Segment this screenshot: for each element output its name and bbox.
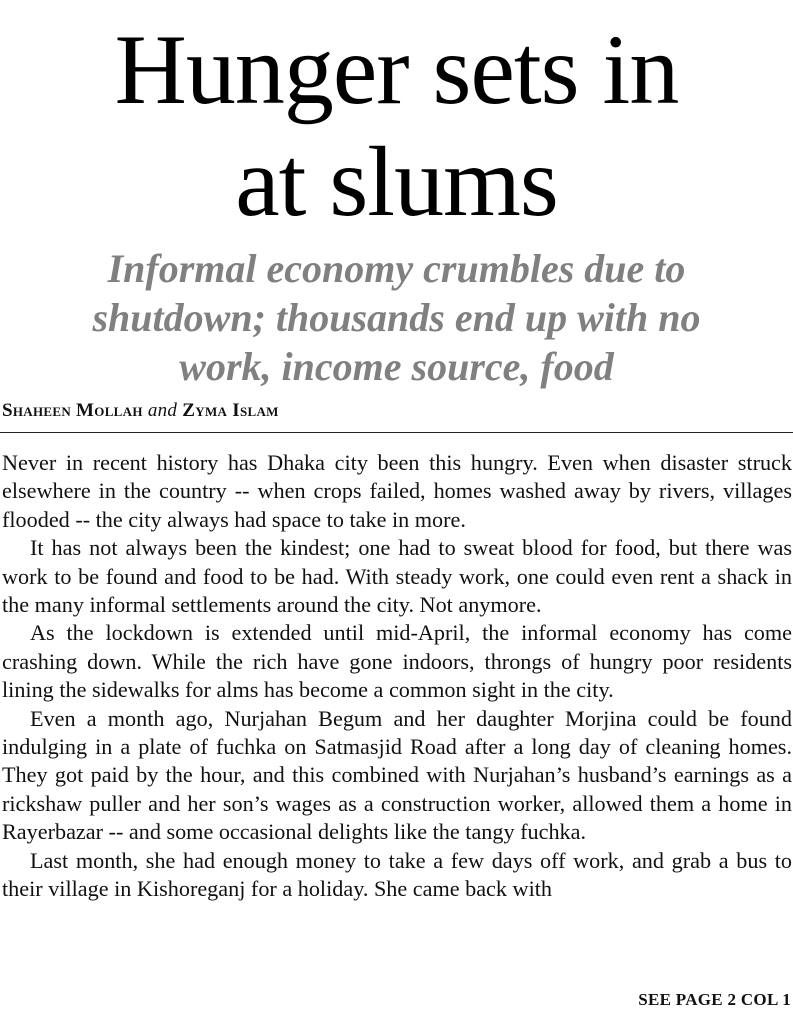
subhead-line-3: work, income source, food — [179, 344, 614, 389]
paragraph-2: It has not always been the kindest; one had to sweat blood for food, but there was work to be found and food to be had. With steady work, one could even rent a shack in the many informal settlements around the city. Not anymore. — [2, 535, 792, 618]
article-body — [2, 449, 792, 904]
author-1: Shaheen Mollah — [2, 400, 143, 421]
headline — [0, 14, 793, 238]
paragraph-5: Last month, she had enough money to take a few days off work, and grab a bus to their village in Kishoreganj for a holiday. She came back with — [2, 847, 792, 902]
headline-line-1: Hunger sets in — [114, 14, 679, 125]
paragraph-1: Never in recent history has Dhaka city been this hungry. Even when disaster struck elsewhere in the country -- when crops failed, homes washed away by rivers, villages flooded -- the city always had space to take in more. — [2, 450, 792, 532]
subheadline — [10, 244, 783, 391]
author-2: Zyma Islam — [182, 400, 279, 421]
subhead-line-2: shutdown; thousands end up with no — [92, 295, 701, 340]
byline — [2, 400, 279, 422]
paragraph-3: As the lockdown is extended until mid-April, the informal economy has come crashing down. While the rich have gone indoors, throngs of hungry poor residents lining the sidewalks for alms has become a common sight in the city. — [2, 620, 792, 703]
byline-conjunction: and — [147, 400, 178, 421]
byline-divider — [0, 432, 793, 433]
subhead-line-1: Informal economy crumbles due to — [107, 246, 686, 291]
paragraph-4: Even a month ago, Nurjahan Begum and her daughter Morjina could be found indulging in a plate of fuchka on Satmasjid Road after a long day of cleaning homes. They got paid by the hour, and this combined with Nurjahan’s husband’s earnings as a rickshaw puller and her son’s wages as a construction worker, allowed them a home in Rayerbazar -- and some occasional delights like the tangy fuchka. — [2, 705, 792, 845]
headline-line-2: at slums — [235, 126, 558, 237]
continued-jump-line: SEE PAGE 2 COL 1 — [638, 990, 791, 1009]
